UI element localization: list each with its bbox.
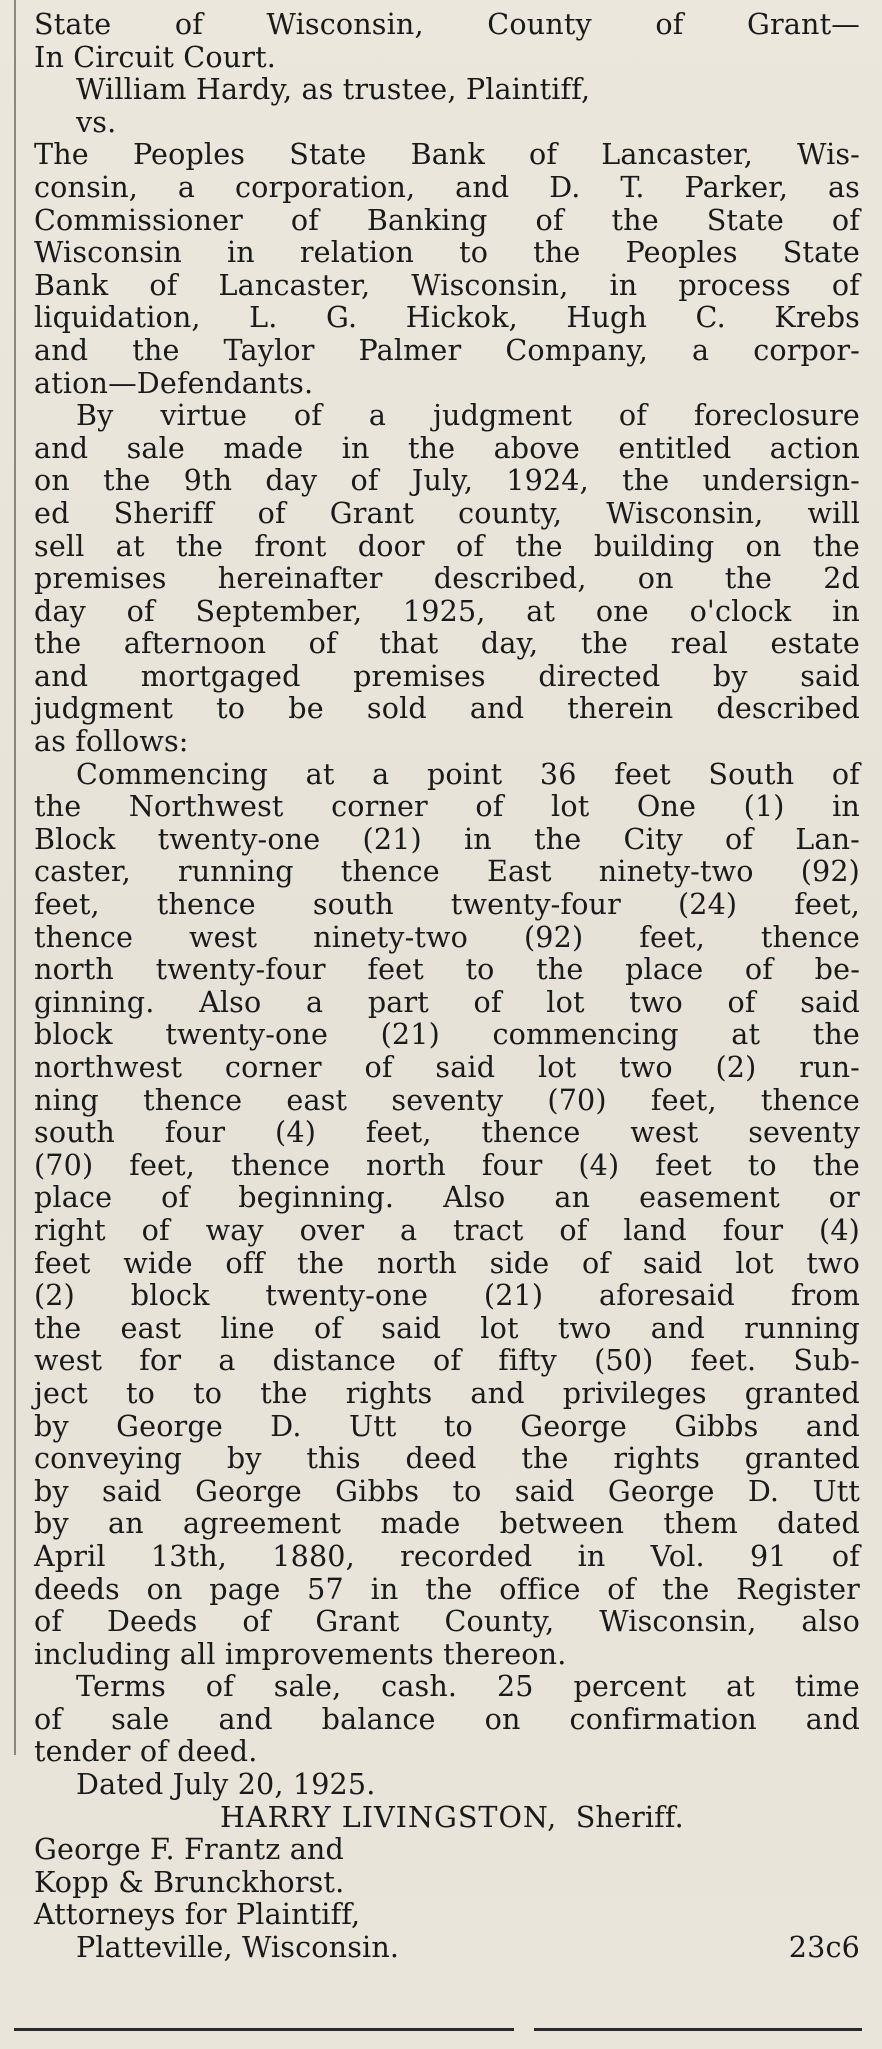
bottom-rule [14, 2028, 862, 2031]
body-line: the afternoon of that day, the real estate [34, 626, 860, 661]
description-line: ning thence east seventy (70) feet, thence [34, 1082, 860, 1117]
body-line: sell at the front door of the building on the [34, 528, 860, 563]
body-line: By virtue of a judgment of foreclosure [76, 398, 860, 433]
description-line: north twenty-four feet to the place of be- [34, 952, 860, 987]
defendants-line: liquidation, L. G. Hickok, Hugh C. Krebs [34, 300, 860, 335]
city-row [34, 1931, 860, 1964]
description-line: deeds on page 57 in the office of the Register [34, 1571, 860, 1606]
body-line: as follows: [34, 724, 189, 759]
body-line: on the 9th day of July, 1924, the undersign- [34, 463, 860, 498]
description-line: south four (4) feet, thence west seventy [34, 1115, 860, 1150]
attorney-city: Platteville, Wisconsin. [76, 1930, 400, 1965]
body-line: day of September, 1925, at one o'clock in [34, 593, 860, 628]
attorney-line: George F. Frantz and [34, 1832, 344, 1867]
defendants-line: consin, a corporation, and D. T. Parker, as [34, 169, 860, 204]
defendants-line: Wisconsin in relation to the Peoples State [34, 235, 860, 270]
description-line: thence west ninety-two (92) feet, thence [34, 919, 860, 954]
defendants-line: Bank of Lancaster, Wisconsin, in process of [34, 267, 860, 302]
description-line: by an agreement made between them dated [34, 1506, 860, 1541]
defendants-line: The Peoples State Bank of Lancaster, Wis- [34, 137, 860, 172]
description-line: April 13th, 1880, recorded in Vol. 91 of [34, 1538, 860, 1573]
body-line: ed Sheriff of Grant county, Wisconsin, will [34, 495, 860, 530]
notice-code: 23c6 [788, 1930, 860, 1965]
terms-line: tender of deed. [34, 1734, 258, 1769]
attorney-line: Attorneys for Plaintiff, [34, 1897, 361, 1932]
defendants-line: Commissioner of Banking of the State of [34, 202, 860, 237]
description-line: block twenty-one (21) commencing at the [34, 1017, 860, 1052]
rule-segment [534, 2028, 862, 2031]
description-line: ject to to the rights and privileges granted [34, 1375, 860, 1410]
description-line: caster, running thence East ninety-two (92) [34, 854, 860, 889]
description-line: (2) block twenty-one (21) aforesaid from [34, 1278, 860, 1313]
attorney-line: Kopp & Brunckhorst. [34, 1864, 345, 1899]
sheriff-sale-notice [34, 8, 860, 1964]
description-line: Commencing at a point 36 feet South of [76, 756, 860, 791]
plaintiff-line: William Hardy, as trustee, Plaintiff, [76, 72, 591, 107]
description-line: northwest corner of said lot two (2) run- [34, 1050, 860, 1084]
description-line: the east line of said lot two and running [34, 1310, 860, 1345]
description-line: ginning. Also a part of lot two of said [34, 984, 860, 1019]
body-line: and sale made in the above entitled action [34, 430, 860, 465]
body-line: premises hereinafter described, on the 2d [34, 561, 860, 596]
caption-line: In Circuit Court. [34, 39, 276, 74]
versus-line: vs. [76, 104, 117, 139]
description-line: by said George Gibbs to said George D. Utt [34, 1473, 860, 1508]
description-line: Block twenty-one (21) in the City of Lan- [34, 821, 860, 856]
dated-line: Dated July 20, 1925. [76, 1767, 376, 1802]
caption-line: State of Wisconsin, County of Grant— [34, 7, 860, 41]
defendants-line: and the Taylor Palmer Company, a corpor- [34, 332, 860, 367]
defendants-line: ation—Defendants. [34, 365, 314, 400]
sheriff-title: Sheriff. [575, 1799, 684, 1834]
description-line: by George D. Utt to George Gibbs and [34, 1408, 860, 1443]
description-line: feet wide off the north side of said lot two [34, 1245, 860, 1280]
description-line: feet, thence south twenty-four (24) feet, [34, 887, 860, 922]
terms-line: Terms of sale, cash. 25 percent at time [76, 1669, 860, 1704]
sheriff-signature [34, 1801, 860, 1834]
description-line: the Northwest corner of lot One (1) in [34, 789, 860, 824]
description-line: conveying by this deed the rights granted [34, 1441, 860, 1476]
terms-line: of sale and balance on confirmation and [34, 1701, 860, 1736]
rule-segment [14, 2028, 514, 2031]
description-line: (70) feet, thence north four (4) feet to the [34, 1147, 860, 1182]
description-line: place of beginning. Also an easement or [34, 1180, 860, 1215]
sheriff-name: HARRY LIVINGSTON, [220, 1799, 558, 1834]
description-line: of Deeds of Grant County, Wisconsin, also [34, 1604, 860, 1639]
description-line: west for a distance of fifty (50) feet. Sub- [34, 1343, 860, 1378]
description-line: including all improvements thereon. [34, 1636, 567, 1671]
description-line: right of way over a tract of land four (4) [34, 1212, 860, 1247]
body-line: and mortgaged premises directed by said [34, 658, 860, 693]
body-line: judgment to be sold and therein described [34, 691, 860, 726]
column-rule [14, 0, 16, 1755]
